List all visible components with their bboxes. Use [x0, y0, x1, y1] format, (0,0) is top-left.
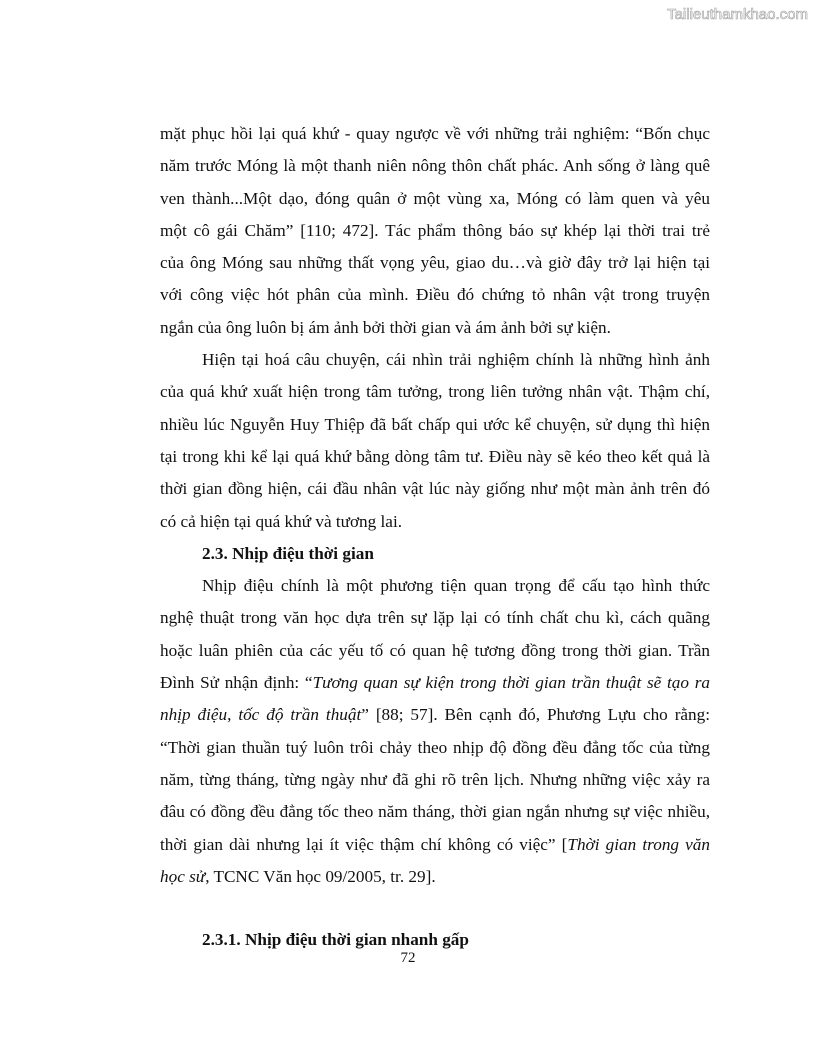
text-line: thời gian đồng hiện, cái đầu nhân vật lúc này giống như một màn ảnh trên đó: [160, 479, 710, 499]
italic-citation: Thời gian trong văn: [567, 834, 710, 854]
text-line: [160, 667, 710, 699]
section-heading-2-3-1: 2.3.1. Nhịp điệu thời gian nhanh gấp: [202, 930, 469, 950]
text-run: Đình Sử nhận định: “: [160, 673, 313, 693]
document-page: [160, 118, 710, 956]
text-line: với công việc hót phân của mình. Điều đó chứng tỏ nhân vật trong truyện: [160, 285, 710, 305]
text-line: nghệ thuật trong văn học dựa trên sự lặp lại có tính chất chu kì, cách quãng: [160, 608, 710, 628]
text-line: năm trước Móng là một thanh niên nông thôn chất phác. Anh sống ở làng quê: [160, 156, 710, 176]
watermark: Tailieuthamkhao.com: [667, 6, 808, 23]
text-line: ven thành...Một dạo, đóng quân ở một vùng xa, Móng có làm quen và yêu: [160, 188, 710, 208]
paragraph-3: [160, 570, 710, 893]
text-line: năm, từng tháng, từng ngày như đã ghi rõ trên lịch. Nhưng những việc xảy ra: [160, 769, 710, 789]
text-line: đâu có đồng đều đẳng tốc theo năm tháng, thời gian ngắn nhưng sự việc nhiều,: [160, 802, 710, 822]
text-line: Hiện tại hoá câu chuyện, cái nhìn trải nghiệm chính là những hình ảnh: [202, 350, 710, 370]
text-line: nhiều lúc Nguyễn Huy Thiệp đã bất chấp qui ước kể chuyện, sử dụng thì hiện: [160, 414, 710, 434]
text-line: Nhịp điệu chính là một phương tiện quan trọng để cấu tạo hình thức: [202, 576, 710, 596]
text-line: [160, 699, 710, 731]
text-line: có cả hiện tại quá khứ và tương lai.: [160, 511, 403, 531]
text-line: của quá khứ xuất hiện trong tâm tưởng, trong liên tưởng nhân vật. Thậm chí,: [160, 382, 710, 402]
italic-quote: nhịp điệu: [160, 705, 228, 725]
text-line: mặt phục hồi lại quá khứ - quay ngược về với những trải nghiệm: “Bốn chục: [160, 124, 710, 143]
text-run: ” [88; 57]. Bên cạnh đó, Phương Lựu cho rằng:: [361, 705, 711, 725]
text-line: của ông Móng sau những thất vọng yêu, giao du…và giờ đây trở lại hiện tại: [160, 253, 710, 273]
section-heading-2-3: 2.3. Nhịp điệu thời gian: [202, 543, 374, 563]
italic-quote: Tương quan sự kiện trong thời gian trần thuật sẽ tạo ra: [312, 673, 711, 693]
text-line: “Thời gian thuần tuý luôn trôi chảy theo nhịp độ đồng đều đẳng tốc của từng: [160, 737, 710, 757]
text-line: [160, 861, 710, 893]
page-number: 72: [400, 950, 416, 966]
text-run: thời gian dài nhưng lại ít việc thậm chí không có việc” [: [160, 834, 568, 854]
text-line: ngắn của ông luôn bị ám ảnh bởi thời gian và ám ảnh bởi sự kiện.: [160, 317, 611, 337]
italic-quote: tốc độ trần thuật: [238, 705, 362, 725]
text-run: , TCNC Văn học 09/2005, tr. 29].: [205, 866, 436, 886]
italic-citation: học sử: [160, 866, 206, 886]
text-line: tại trong khi kể lại quá khứ bằng dòng tâm tư. Điều này sẽ kéo theo kết quả là: [160, 446, 710, 466]
text-line: [160, 829, 710, 861]
text-line: một cô gái Chăm” [110; 472]. Tác phẩm thông báo sự khép lại thời trai trẻ: [160, 220, 710, 240]
paragraph-1: [160, 118, 710, 344]
text-line: hoặc luân phiên của các yếu tố có quan hệ tương đồng trong thời gian. Trần: [160, 640, 710, 660]
paragraph-2: [160, 344, 710, 538]
text-run: ,: [227, 705, 239, 725]
